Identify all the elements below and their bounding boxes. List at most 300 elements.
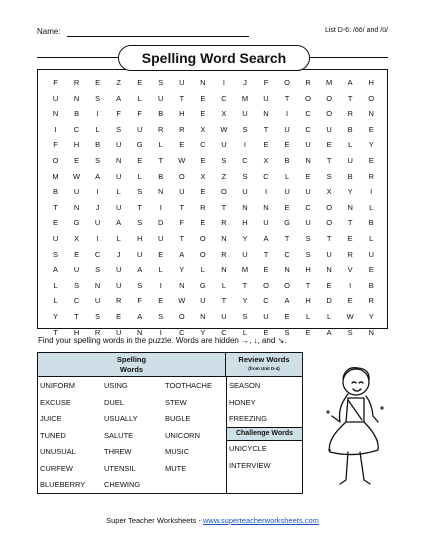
grid-letter: L bbox=[158, 265, 163, 275]
grid-letter: H bbox=[368, 78, 374, 87]
grid-letter: S bbox=[137, 218, 143, 228]
grid-letter: R bbox=[368, 171, 374, 181]
grid-letter: N bbox=[326, 265, 332, 275]
grid-letter: M bbox=[241, 265, 249, 275]
word-col2-item: DUEL bbox=[104, 397, 125, 407]
grid-letter: F bbox=[263, 78, 269, 87]
grid-letter: U bbox=[115, 140, 122, 150]
grid-letter: U bbox=[242, 187, 248, 197]
grid-letter: T bbox=[179, 93, 185, 103]
grid-letter: R bbox=[305, 78, 311, 87]
word-bank bbox=[37, 352, 303, 494]
word-col2-item: CHEWING bbox=[104, 480, 141, 489]
grid-letter: N bbox=[263, 202, 269, 212]
footer-text: Super Teacher Worksheets - bbox=[106, 516, 203, 525]
grid-letter: E bbox=[284, 311, 290, 321]
grid-letter: R bbox=[94, 327, 101, 337]
grid-letter: T bbox=[284, 233, 290, 243]
grid-letter: L bbox=[242, 327, 248, 337]
grid-letter: I bbox=[159, 202, 162, 212]
grid-letter: O bbox=[220, 187, 227, 197]
grid-row bbox=[45, 106, 382, 122]
grid-letter: T bbox=[263, 124, 269, 134]
word-col1-item: CURFEW bbox=[40, 463, 73, 473]
grid-letter: W bbox=[178, 155, 186, 165]
grid-letter: F bbox=[53, 78, 58, 87]
grid-letter: I bbox=[349, 280, 352, 290]
grid-letter: U bbox=[263, 93, 269, 103]
grid-row bbox=[45, 293, 382, 309]
grid-letter: N bbox=[284, 265, 290, 275]
grid-letter: J bbox=[116, 249, 121, 259]
grid-letter: S bbox=[53, 249, 59, 259]
grid-letter: O bbox=[263, 280, 269, 290]
grid-letter: N bbox=[263, 109, 269, 119]
grid-letter: S bbox=[242, 124, 248, 134]
grid-letter: E bbox=[347, 233, 353, 243]
grid-letter: S bbox=[242, 311, 248, 321]
grid-letter: L bbox=[137, 93, 142, 103]
grid-letter: Y bbox=[53, 311, 59, 321]
grid-letter: F bbox=[53, 140, 58, 150]
page-title: Spelling Word Search bbox=[118, 45, 310, 71]
grid-letter: N bbox=[368, 109, 374, 119]
grid-letter: O bbox=[326, 109, 333, 119]
grid-letter: H bbox=[179, 109, 185, 119]
grid-letter: T bbox=[326, 233, 332, 243]
grid-letter: E bbox=[179, 140, 185, 150]
grid-row bbox=[45, 122, 382, 138]
grid-letter: E bbox=[137, 155, 143, 165]
grid-letter: U bbox=[94, 218, 101, 228]
grid-letter: F bbox=[137, 296, 142, 306]
grid-letter: A bbox=[53, 265, 59, 275]
grid-letter: U bbox=[284, 187, 290, 197]
page-header bbox=[37, 27, 388, 39]
grid-letter: X bbox=[200, 124, 206, 134]
grid-letter: E bbox=[368, 155, 374, 165]
grid-letter: E bbox=[368, 124, 374, 134]
grid-letter: S bbox=[221, 155, 227, 165]
word-search-box bbox=[37, 69, 388, 337]
grid-letter: S bbox=[305, 233, 311, 243]
word-col1-item: BLUEBERRY bbox=[40, 480, 86, 489]
grid-letter: B bbox=[368, 218, 374, 228]
grid-letter: O bbox=[326, 218, 333, 228]
grid-letter: U bbox=[115, 280, 122, 290]
grid-letter: B bbox=[74, 109, 80, 119]
grid-letter: X bbox=[200, 171, 206, 181]
grid-letter: D bbox=[158, 218, 164, 228]
grid-letter: L bbox=[53, 296, 58, 306]
grid-letter: I bbox=[159, 327, 162, 337]
grid-letter: E bbox=[74, 155, 80, 165]
grid-row bbox=[45, 153, 382, 169]
grid-letter: Z bbox=[116, 78, 121, 87]
grid-letter: I bbox=[96, 233, 99, 243]
word-review-item: HONEY bbox=[229, 397, 256, 407]
grid-letter: L bbox=[158, 140, 163, 150]
grid-letter: I bbox=[96, 109, 99, 119]
grid-letter: U bbox=[326, 124, 332, 134]
grid-letter: S bbox=[74, 280, 80, 290]
grid-letter: E bbox=[200, 155, 206, 165]
grid-letter: N bbox=[305, 155, 311, 165]
grid-letter: U bbox=[115, 202, 122, 212]
grid-letter: U bbox=[221, 140, 227, 150]
grid-letter: T bbox=[53, 327, 58, 337]
name-label: Name: bbox=[37, 27, 61, 36]
grid-letter: T bbox=[137, 202, 142, 212]
grid-letter: B bbox=[347, 124, 353, 134]
word-col3-item: UNICORN bbox=[165, 430, 200, 440]
grid-letter: T bbox=[221, 296, 227, 306]
grid-letter: C bbox=[242, 155, 248, 165]
grid-letter: J bbox=[243, 78, 247, 87]
grid-letter: Y bbox=[242, 296, 248, 306]
word-col2-item: THREW bbox=[104, 447, 132, 456]
grid-letter: B bbox=[53, 187, 59, 197]
grid-letter: X bbox=[263, 155, 269, 165]
grid-letter: U bbox=[305, 187, 311, 197]
grid-letter: I bbox=[264, 187, 268, 197]
grid-letter: C bbox=[221, 327, 227, 337]
grid-letter: A bbox=[137, 265, 143, 275]
grid-letter: U bbox=[305, 218, 311, 228]
grid-letter: R bbox=[221, 218, 227, 228]
grid-letter: W bbox=[346, 311, 354, 321]
word-review-item: SEASON bbox=[229, 381, 261, 390]
grid-letter: C bbox=[73, 124, 80, 134]
grid-letter: O bbox=[284, 280, 290, 290]
word-review-item: FREEZING bbox=[229, 414, 267, 423]
grid-letter: U bbox=[200, 296, 206, 306]
grid-letter: T bbox=[263, 249, 269, 259]
grid-letter: E bbox=[200, 218, 206, 228]
grid-letter: S bbox=[347, 327, 353, 337]
grid-letter: E bbox=[95, 78, 101, 87]
grid-letter: L bbox=[137, 171, 142, 181]
grid-letter: S bbox=[158, 78, 164, 87]
grid-letter: T bbox=[347, 93, 353, 103]
grid-letter: N bbox=[221, 265, 227, 275]
grid-letter: T bbox=[179, 202, 185, 212]
grid-letter: U bbox=[115, 327, 122, 337]
grid-letter: B bbox=[368, 280, 374, 290]
grid-letter: L bbox=[200, 265, 205, 275]
grid-letter: V bbox=[347, 265, 353, 275]
word-col2-item: UTENSIL bbox=[104, 463, 136, 473]
grid-letter: E bbox=[263, 327, 269, 337]
grid-letter: R bbox=[115, 296, 122, 306]
grid-letter: H bbox=[73, 327, 80, 337]
grid-letter: J bbox=[95, 202, 100, 212]
instructions: Find your spelling words in the puzzle. Words are hidden →, ↓, and ↘. bbox=[38, 336, 287, 345]
grid-letter: S bbox=[305, 249, 311, 259]
grid-letter: Y bbox=[368, 140, 374, 150]
grid-letter: Y bbox=[347, 187, 353, 197]
grid-letter: E bbox=[74, 249, 80, 259]
grid-letter: M bbox=[326, 78, 333, 87]
grid-letter: C bbox=[284, 249, 290, 259]
grid-letter: E bbox=[284, 202, 290, 212]
grid-letter: U bbox=[284, 124, 290, 134]
word-challenge-item: UNICYCLE bbox=[229, 444, 267, 453]
grid-letter: R bbox=[179, 124, 185, 134]
grid-row bbox=[45, 169, 382, 185]
grid-letter: R bbox=[200, 202, 206, 212]
grid-letter: B bbox=[284, 155, 290, 165]
grid-letter: S bbox=[95, 311, 101, 321]
grid-letter: E bbox=[263, 265, 269, 275]
grid-letter: G bbox=[199, 280, 206, 290]
grid-letter: R bbox=[158, 124, 164, 134]
grid-letter: U bbox=[115, 171, 122, 181]
grid-row bbox=[45, 231, 382, 247]
grid-letter: E bbox=[326, 140, 332, 150]
challenge-words-header: Challenge Words bbox=[227, 427, 302, 441]
grid-letter: U bbox=[94, 296, 101, 306]
grid-letter: N bbox=[179, 280, 185, 290]
grid-letter: N bbox=[347, 202, 353, 212]
grid-letter: U bbox=[179, 78, 185, 87]
grid-letter: L bbox=[306, 311, 311, 321]
grid-letter: E bbox=[116, 311, 122, 321]
grid-letter: H bbox=[305, 296, 311, 306]
grid-letter: M bbox=[52, 171, 59, 181]
word-col3-item: MUSIC bbox=[165, 447, 190, 456]
grid-letter: U bbox=[263, 218, 269, 228]
grid-letter: H bbox=[305, 265, 311, 275]
grid-letter: U bbox=[242, 109, 248, 119]
grid-letter: E bbox=[347, 296, 353, 306]
grid-letter: H bbox=[73, 140, 80, 150]
grid-letter: S bbox=[95, 155, 101, 165]
grid-letter: E bbox=[284, 140, 290, 150]
grid-letter: F bbox=[116, 109, 121, 119]
grid-letter: E bbox=[137, 78, 143, 87]
word-col1-item: TUNED bbox=[40, 430, 66, 440]
word-col1-item: UNUSUAL bbox=[40, 447, 76, 456]
girl-illustration bbox=[318, 360, 388, 495]
grid-letter: U bbox=[179, 187, 185, 197]
word-col3-item: TOOTHACHE bbox=[165, 381, 212, 390]
grid-letter: U bbox=[326, 249, 332, 259]
grid-letter: O bbox=[305, 93, 311, 103]
grid-letter: U bbox=[368, 249, 374, 259]
grid-letter: U bbox=[137, 124, 143, 134]
grid-letter: U bbox=[52, 233, 59, 243]
grid-letter: E bbox=[305, 327, 311, 337]
grid-letter: N bbox=[137, 327, 143, 337]
grid-letter: U bbox=[221, 311, 227, 321]
grid-letter: A bbox=[137, 311, 143, 321]
grid-letter: O bbox=[284, 78, 290, 87]
grid-letter: E bbox=[200, 93, 206, 103]
grid-letter: E bbox=[53, 218, 59, 228]
grid-letter: L bbox=[116, 187, 121, 197]
grid-letter: O bbox=[178, 171, 185, 181]
grid-letter: T bbox=[74, 311, 79, 321]
grid-letter: T bbox=[326, 155, 332, 165]
grid-letter: N bbox=[221, 233, 227, 243]
grid-letter: U bbox=[115, 265, 122, 275]
grid-letter: S bbox=[242, 171, 248, 181]
grid-letter: W bbox=[220, 124, 228, 134]
grid-letter: U bbox=[347, 155, 353, 165]
grid-letter: U bbox=[305, 140, 311, 150]
grid-letter: U bbox=[137, 249, 143, 259]
grid-letter: O bbox=[52, 155, 59, 165]
word-col3-item: STEW bbox=[165, 397, 187, 407]
grid-letter: S bbox=[116, 124, 122, 134]
review-subheader: (from Unit D-4) bbox=[248, 366, 280, 371]
grid-letter: A bbox=[263, 233, 269, 243]
grid-row bbox=[45, 309, 382, 325]
grid-letter: U bbox=[158, 93, 164, 103]
grid-row bbox=[45, 75, 382, 91]
grid-letter: O bbox=[326, 202, 333, 212]
word-col1-item: UNIFORM bbox=[40, 381, 75, 390]
word-col2-item: USING bbox=[104, 381, 128, 390]
grid-letter: O bbox=[326, 93, 333, 103]
grid-letter: R bbox=[347, 249, 353, 259]
grid-letter: N bbox=[200, 78, 206, 87]
grid-letter: M bbox=[241, 93, 249, 103]
grid-letter: G bbox=[136, 140, 143, 150]
grid-letter: E bbox=[200, 187, 206, 197]
grid-letter: A bbox=[179, 249, 185, 259]
grid-letter: O bbox=[199, 233, 206, 243]
grid-letter: Y bbox=[242, 233, 248, 243]
word-col2-item: SALUTE bbox=[104, 430, 134, 440]
grid-letter: X bbox=[74, 233, 80, 243]
grid-letter: N bbox=[94, 280, 101, 290]
grid-letter: T bbox=[179, 233, 185, 243]
footer bbox=[0, 516, 425, 525]
grid-letter: S bbox=[95, 265, 101, 275]
grid-letter: T bbox=[158, 155, 164, 165]
grid-letter: B bbox=[158, 171, 164, 181]
grid-letter: L bbox=[284, 171, 290, 181]
grid-letter: H bbox=[242, 218, 248, 228]
grid-letter: F bbox=[137, 109, 142, 119]
grid-letter: I bbox=[243, 140, 246, 150]
spelling-header-line1: Spelling bbox=[116, 355, 147, 364]
grid-letter: L bbox=[95, 124, 100, 134]
grid-letter: W bbox=[73, 171, 81, 181]
grid-row bbox=[45, 247, 382, 263]
grid-letter: N bbox=[73, 202, 80, 212]
grid-letter: H bbox=[137, 233, 143, 243]
grid-letter: U bbox=[158, 233, 164, 243]
grid-letter: F bbox=[179, 218, 185, 228]
grid-letter: X bbox=[221, 109, 227, 119]
grid-letter: L bbox=[53, 280, 58, 290]
grid-letter: B bbox=[158, 109, 164, 119]
letter-grid bbox=[45, 75, 382, 337]
grid-letter: L bbox=[116, 233, 121, 243]
footer-link[interactable]: www.superteacherworksheets.com bbox=[202, 516, 319, 525]
grid-letter: A bbox=[116, 218, 122, 228]
word-col2-item: USUALLY bbox=[104, 414, 138, 423]
grid-row bbox=[45, 215, 382, 231]
grid-letter: S bbox=[326, 171, 332, 181]
review-header-label: Review Words bbox=[238, 355, 290, 364]
grid-letter: Z bbox=[221, 171, 227, 181]
grid-letter: S bbox=[95, 93, 101, 103]
grid-letter: S bbox=[158, 311, 164, 321]
word-col1-item: EXCUSE bbox=[40, 397, 71, 407]
grid-letter: U bbox=[73, 187, 80, 197]
grid-letter: O bbox=[178, 311, 185, 321]
grid-letter: L bbox=[348, 140, 353, 150]
grid-letter: C bbox=[305, 124, 311, 134]
grid-letter: C bbox=[73, 296, 80, 306]
grid-letter: U bbox=[242, 249, 248, 259]
word-challenge-item: INTERVIEW bbox=[229, 460, 271, 470]
grid-letter: A bbox=[284, 296, 290, 306]
grid-letter: R bbox=[347, 109, 353, 119]
grid-letter: Y bbox=[179, 265, 185, 275]
name-line bbox=[67, 36, 249, 37]
grid-letter: G bbox=[284, 218, 290, 228]
grid-letter: R bbox=[221, 249, 227, 259]
grid-letter: E bbox=[263, 140, 269, 150]
grid-row bbox=[45, 200, 382, 216]
grid-letter: I bbox=[370, 187, 373, 197]
grid-letter: T bbox=[242, 280, 248, 290]
grid-letter: C bbox=[94, 249, 101, 259]
grid-letter: R bbox=[368, 296, 374, 306]
grid-letter: W bbox=[178, 296, 186, 306]
grid-letter: B bbox=[347, 171, 353, 181]
review-words-header bbox=[226, 353, 302, 377]
grid-letter: X bbox=[326, 187, 332, 197]
grid-letter: U bbox=[263, 311, 269, 321]
grid-letter: S bbox=[284, 327, 290, 337]
grid-letter: E bbox=[200, 109, 206, 119]
spelling-header-line2: Words bbox=[119, 365, 144, 374]
grid-letter: S bbox=[137, 280, 143, 290]
grid-row bbox=[45, 262, 382, 278]
grid-letter: D bbox=[326, 296, 332, 306]
grid-letter: O bbox=[199, 249, 206, 259]
grid-letter: N bbox=[200, 311, 206, 321]
grid-row bbox=[45, 91, 382, 107]
grid-letter: A bbox=[326, 327, 332, 337]
spelling-words-header bbox=[38, 353, 226, 377]
grid-letter: Y bbox=[368, 311, 374, 321]
grid-letter: B bbox=[95, 140, 101, 150]
grid-letter: N bbox=[158, 187, 164, 197]
grid-letter: L bbox=[327, 311, 332, 321]
grid-letter: L bbox=[369, 202, 374, 212]
grid-letter: E bbox=[305, 171, 311, 181]
grid-letter: U bbox=[73, 265, 80, 275]
grid-row bbox=[45, 278, 382, 294]
grid-letter: T bbox=[305, 280, 311, 290]
grid-letter: N bbox=[242, 202, 248, 212]
grid-letter: G bbox=[73, 218, 80, 228]
grid-letter: A bbox=[347, 78, 353, 87]
grid-letter: U bbox=[52, 93, 59, 103]
grid-letter: E bbox=[158, 296, 164, 306]
grid-letter: N bbox=[115, 155, 122, 165]
grid-letter: E bbox=[368, 265, 374, 275]
grid-letter: E bbox=[326, 280, 332, 290]
grid-letter: C bbox=[179, 327, 185, 337]
